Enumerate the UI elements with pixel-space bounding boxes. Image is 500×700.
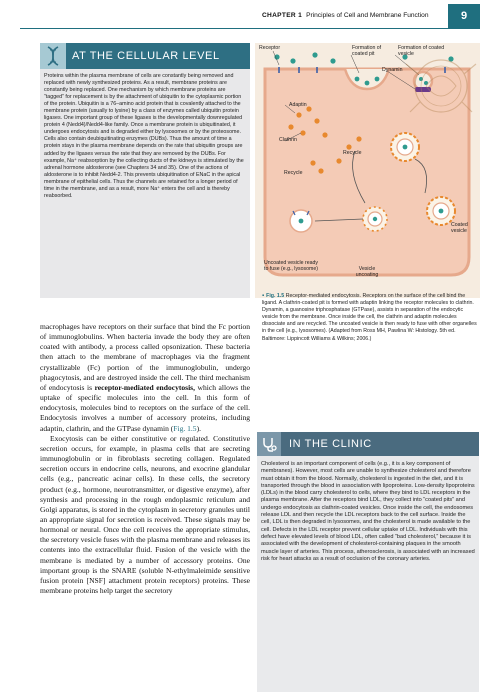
cellular-level-text: Proteins within the plasma membrane of cells are constantly being removed and replaced with newly synthesized proteins. As a result, membrane proteins are constantly being replaced. One mechanism by which membrane proteins are “tagged” for replacement is by the attachment of ubiquitin to the cytoplasmic portion of the protein. Ubiquitin is a 76–amino acid protein that is covalently attached to the membrane protein (usually to lysine) by a class of enzymes called ubiquitin protein ligases. One important group of these ligases is the developmentally downregulated protein 4 (Nedd4)/Nedd4-like family. Once a membrane protein is ubiquitinated, it undergoes endocytosis and is degraded either by lysosomes or by the proteosome. Cells also contain deubiquitinating enzymes (DUBs). Thus the amount of time a protein stays in the plasma membrane depends on the rate that ubiquitin groups are added by the ligases versus the rate that they are removed by the DUBs. For example, Na⁺ reabsorption by the collecting ducts of the kidneys is stimulated by the adrenal hormone aldosterone (see Chapters 34 and 35). One of the actions of aldosterone is to inhibit Nedd4-2. This prevents ubiquitination of ENaC in the apical membrane of epithelial cells. Thus the channels are retained for a longer period of time in the membrane, and as a result, more Na⁺ enters the cell and is thereby reabsorbed. (44, 73, 244, 199)
chapter-label: CHAPTER 1 (262, 12, 303, 19)
uncoating-vesicle (363, 207, 387, 231)
label-formation-coated-pit: Formation of coated pit (352, 45, 382, 57)
clinic-text: Cholesterol is an important component of cells (e.g., it is a key component of membranes). However, most cells are unable to synthesize cholesterol and therefore must obtain it from the blood. Normally, cholesterol is ingested in the diet, and it is transported through the blood in association with lipoproteins. Low-density lipoproteins (LDLs) in the blood carry cholesterol to cells, where they bind to LDL receptors in the plasma membrane. After the receptors bind LDL, they collect into “coated pits” and undergo endocytosis as clathrin-coated vesicles. Once inside the cell, the endosomes release LDL and then recycle the LDL receptors back to the cell surface. Inside the cell, LDL is then degraded in lysosomes, and the cholesterol is made available to the cell. Defects in the LDL receptor prevent cellular uptake of LDL. Individuals with this defect have elevated levels of blood LDL, often called “bad cholesterol,” because it is associated with the development of cholesterol-containing plaques in the smooth muscle layer of arteries. This process, atherosclerosis, is associated with an increased risk for heart attacks as a result of occlusion of the coronary arteries. (261, 461, 475, 562)
caption-bullet-icon: ▪ (262, 293, 265, 299)
key-term: receptor-mediated endocytosis, (94, 382, 195, 392)
chapter-title: Principles of Cell and Membrane Function (306, 12, 429, 19)
running-header (262, 12, 448, 19)
label-clathrin: Clathrin (279, 137, 297, 143)
figure-caption (262, 293, 478, 343)
label-vesicle-uncoating: Vesicle uncoating (355, 266, 379, 278)
clinic-header (257, 432, 479, 456)
label-receptor: Receptor (259, 45, 281, 51)
coated-vesicle-1 (391, 133, 419, 161)
watermark-logo (396, 44, 486, 134)
caption-text: Receptor-mediated endocytosis. Receptors on the surface of the cell bind the ligand. A clathrin-coated pit is formed with adaptin linking the receptor molecules to clathrin. Dynamin, a guanosine triphosphatase (GTPase), assists in separation of the endocytic vesicle from the membrane. Once inside the cell, the clathrin and adaptin molecules dissociate and are recycled. The uncoated vesicle is then ready to fuse with other organelles in the cell (e.g., lysosomes). (Adapted from Ross MH, Pawlina W: Histology. 5th ed. Baltimore: Lippincott Williams & Wilkins; 2006.) (262, 293, 477, 342)
body-paragraph-1: macrophages have receptors on their surface that bind the Fc portion of immunoglobulins. When bacteria invade the body they are often coated with antibody, a process called opsonization. These bacteria then attach to the membrane of macrophages via the fragment crystallizable (Fc) portion of the immunoglobulin, undergo phagocytosis, and are destroyed inside the cell. The third mechanism of endocytosis is receptor-mediated endocytosis, which allows the uptake of specific molecules into the cell. In this form of endocytosis, molecules bind to receptors on the surface of the cell. Endocytosis involves a number of accessory proteins, including adaptin, clathrin, and the GTPase dynamin (Fig. 1.5). (40, 322, 250, 433)
body-text (40, 322, 250, 596)
label-adaptin: Adaptin (289, 102, 307, 108)
label-dynamin: Dynamin (382, 67, 403, 73)
uncoated-vesicle (290, 210, 312, 232)
label-recycle-1: Recycle (343, 150, 362, 156)
page-number: 9 (448, 4, 480, 28)
figure-reference-link[interactable]: Fig. 1.5 (173, 423, 197, 433)
label-uncoated-vesicle: Uncoated vesicle ready to fuse (e.g., lysosome) (264, 260, 318, 272)
cellular-level-header (40, 43, 250, 69)
stethoscope-icon (257, 432, 281, 456)
cellular-level-title: AT THE CELLULAR LEVEL (72, 50, 220, 62)
figure-number: Fig. 1.5 (266, 293, 285, 299)
label-coated-vesicle: Coated vesicle (451, 222, 468, 234)
label-formation-coated-vesicle: Formation of coated vesicle (398, 45, 445, 57)
coated-vesicle-2 (427, 197, 455, 225)
label-recycle-2: Recycle (284, 170, 303, 176)
dna-icon (40, 43, 66, 69)
clinic-title: IN THE CLINIC (289, 438, 372, 450)
body-paragraph-2: Exocytosis can be either constitutive or regulated. Constitutive secretion occurs, for example, in plasma cells that are secreting immunoglobulin or in fibroblasts secreting collagen. Regulated secretion occurs in endocrine cells, neurons, and exocrine glandular cells (e.g., pancreatic acinar cells). In these cells, the secretory product (e.g., hormone, neurotransmitter, or digestive enzyme), after synthesis and processing in the rough endoplasmic reticulum and Golgi apparatus, is stored in the cytoplasm in secretory granules until an appropriate signal for secretion is received. These signals may be hormonal or neural. Once the cell receives the appropriate stimulus, the secretory vesicle fuses with the plasma membrane and releases its contents into the extracellular fluid. Fusion of the vesicle with the membrane is mediated by a number of accessory proteins. One important group is the SNARE (soluble N-ethylmaleimide sensitive fusion protein [NSF] attachment protein receptors) proteins. These membrane proteins help target the secretory (40, 433, 250, 596)
header-rule (20, 28, 480, 29)
